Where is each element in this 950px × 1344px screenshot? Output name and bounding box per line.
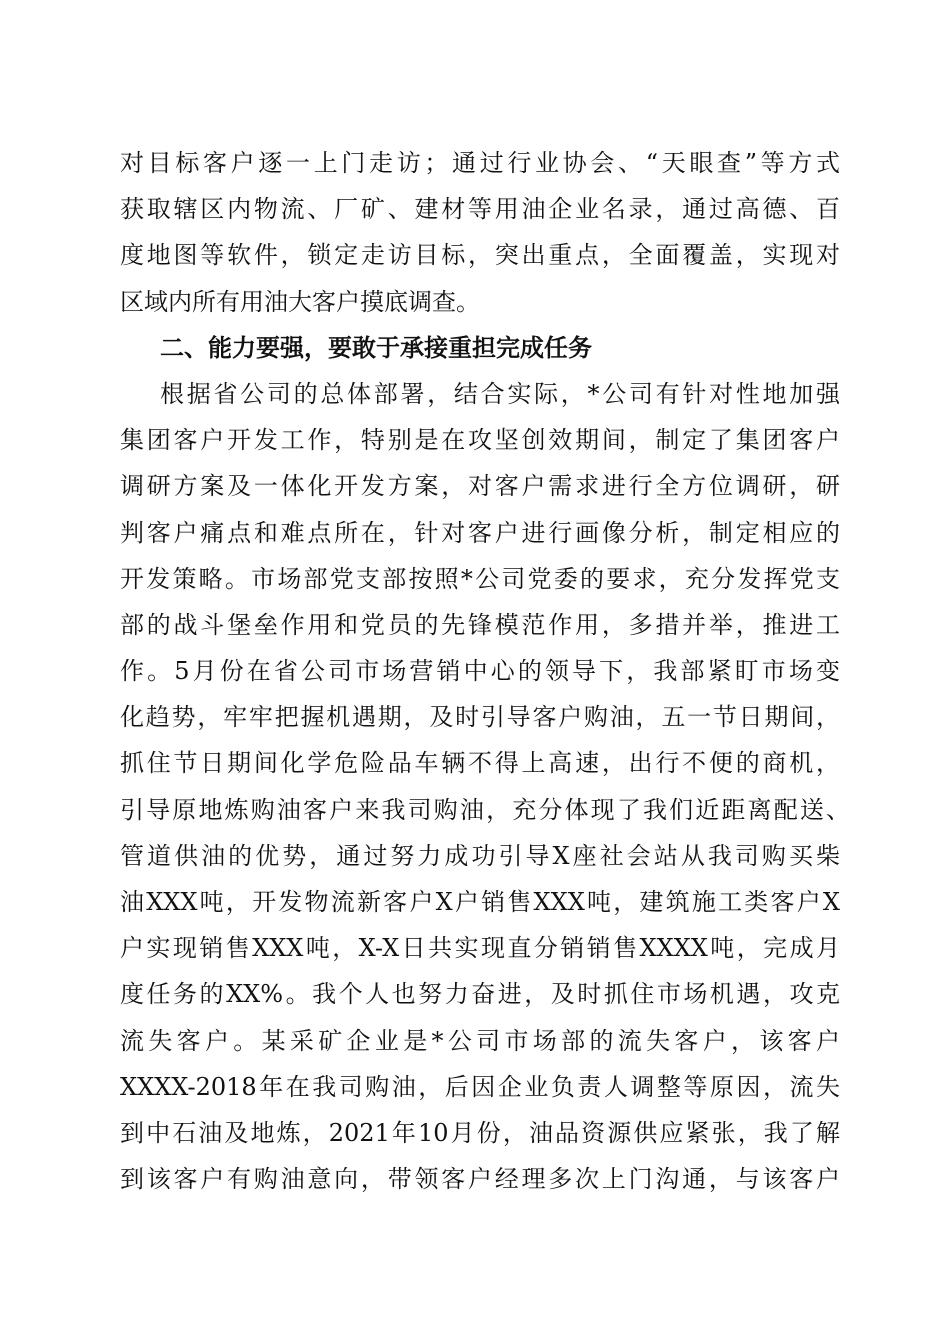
paragraph-2-line-5: 开发策略。市场部党支部按照*公司党委的要求，充分发挥党支 <box>120 564 840 593</box>
paragraph-1-line-3: 度地图等软件，锁定走访目标，突出重点，全面覆盖，实现对 <box>120 241 840 270</box>
paragraph-2-line-2: 集团客户开发工作，特别是在攻坚创效期间，制定了集团客户 <box>120 426 840 455</box>
paragraph-2-line-13: 户实现销售XXX吨，X-X日共实现直分销销售XXXX吨，完成月 <box>120 934 840 963</box>
paragraph-2-line-3: 调研方案及一体化开发方案，对客户需求进行全方位调研，研 <box>120 472 840 501</box>
paragraph-2-line-7: 作。5月份在省公司市场营销中心的领导下，我部紧盯市场变 <box>120 657 840 686</box>
paragraph-2-line-17: 到中石油及地炼，2021年10月份，油品资源供应紧张，我了解 <box>120 1118 840 1147</box>
paragraph-2-line-8: 化趋势，牢牢把握机遇期，及时引导客户购油，五一节日期间， <box>120 703 840 732</box>
paragraph-2-line-4: 判客户痛点和难点所在，针对客户进行画像分析，制定相应的 <box>120 518 840 547</box>
paragraph-1-line-1: 对目标客户逐一上门走访；通过行业协会、“天眼查”等方式 <box>120 149 840 177</box>
paragraph-2-line-16: XXXX-2018年在我司购油，后因企业负责人调整等原因，流失 <box>120 1072 840 1101</box>
paragraph-2-line-15: 流失客户。某采矿企业是*公司市场部的流失客户，该客户 <box>120 1026 840 1055</box>
paragraph-2-line-18: 到该客户有购油意向，带领客户经理多次上门沟通，与该客户 <box>120 1165 840 1194</box>
paragraph-2-line-12: 油XXX吨，开发物流新客户X户销售XXX吨，建筑施工类客户X <box>120 888 840 916</box>
document-body <box>120 140 850 1202</box>
section-heading-2: 二、能力要强，要敢于承接重担完成任务 <box>160 332 592 362</box>
paragraph-2-line-1: 根据省公司的总体部署，结合实际，*公司有针对性地加强 <box>160 379 840 408</box>
paragraph-2-line-6: 部的战斗堡垒作用和党员的先锋模范作用，多措并举，推进工 <box>120 610 840 639</box>
paragraph-2-line-9: 抓住节日期间化学危险品车辆不得上高速，出行不便的商机， <box>120 749 840 778</box>
paragraph-1-line-2: 获取辖区内物流、厂矿、建材等用油企业名录，通过高德、百 <box>120 195 840 224</box>
paragraph-2-line-10: 引导原地炼购油客户来我司购油，充分体现了我们近距离配送、 <box>120 795 850 824</box>
paragraph-1-line-4: 区域内所有用油大客户摸底调查。 <box>120 287 480 316</box>
paragraph-2-line-11: 管道供油的优势，通过努力成功引导X座社会站从我司购买柴 <box>120 841 840 870</box>
paragraph-2-line-14: 度任务的XX%。我个人也努力奋进，及时抓住市场机遇，攻克 <box>120 980 840 1009</box>
